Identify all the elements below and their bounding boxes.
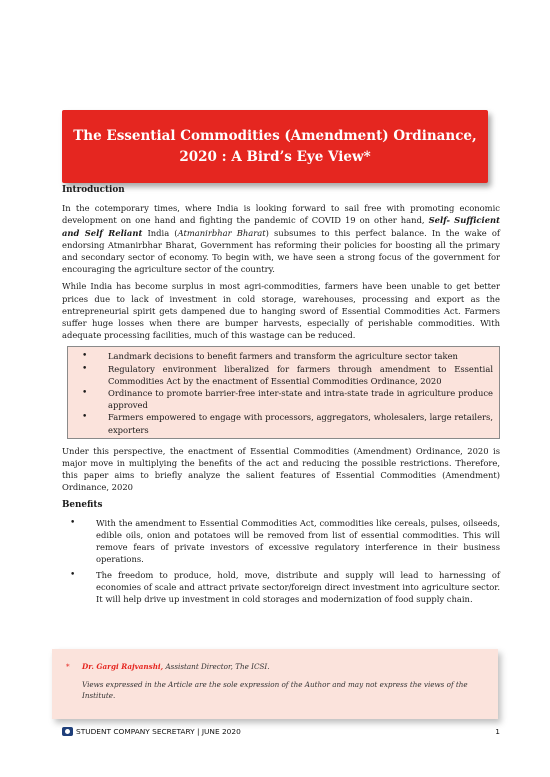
benefits-heading: Benefits xyxy=(62,499,103,510)
footnote-marker: * xyxy=(66,662,70,671)
author-footnote xyxy=(52,649,498,719)
page-number: 1 xyxy=(495,727,500,736)
publication-name: STUDENT COMPANY SECRETARY | JUNE 2020 xyxy=(76,727,241,736)
benefit-item: • With the amendment to Essential Commodities Act, commodities like cereals, pulses, oilseeds, edible oils, onion and potatoes will be removed from list of essential commodities. This will remove fears of private investors of excessive regulatory interference in their business operations. xyxy=(62,517,500,566)
article-body xyxy=(62,184,500,608)
introduction-heading: Introduction xyxy=(62,185,125,195)
highlight-item: • Regulatory environment liberalized for farmers through amendment to Essential Commodities Act by the enactment of Essential Commodities Ordinance, 2020 xyxy=(74,363,493,387)
title-banner xyxy=(62,110,488,183)
intro-p1-text-2: India ( xyxy=(142,227,178,238)
highlights-list xyxy=(74,350,493,435)
benefit-item: • The freedom to produce, hold, move, distribute and supply will lead to harnessing of economies of scale and attract private sector/foreign direct investment into agriculture sector. It will help drive up investment in cold storages and modernization of food supply chain. xyxy=(62,569,500,606)
title-line-1: The Essential Commodities (Amendment) Ordinance, xyxy=(73,127,477,144)
perspective-paragraph: Under this perspective, the enactment of Essential Commodities (Amendment) Ordinance, 2020 is major move in multiplying the benefits of the act and reducing the possible restrictions. Therefore, this paper aims to briefly analyze the salient features of Essential Commodities (Amendment) Ordinance, 2020 xyxy=(62,445,500,493)
intro-paragraph-1 xyxy=(62,202,500,275)
intro-p1-text-1: In the cotemporary times, where India is looking forward to sail free with promoting economic development on one hand and fighting the pandemic of COVID 19 on other hand, xyxy=(62,203,500,226)
title-line-2: 2020 : A Bird’s Eye View* xyxy=(179,148,371,165)
footnote-author-line xyxy=(82,662,482,673)
highlights-box xyxy=(67,346,500,438)
footnote-disclaimer: Views expressed in the Article are the sole expression of the Author and may not express the views of the Institute. xyxy=(82,680,468,700)
author-name: Dr. Gargi Rajvanshi, xyxy=(82,662,164,671)
intro-p1-text-3: ) subsumes to this perfect balance. In the wake of endorsing Atmanirbhar Bharat, Government has reforming their policies for boosting all the primary and secondary sector of economy. To begin with, we have seen a strong focus of the government for encouraging the agriculture sector of the country. xyxy=(62,227,500,275)
highlight-item: • Ordinance to promote barrier-free inter-state and intra-state trade in agriculture produce approved xyxy=(74,387,493,411)
intro-p1-italic: Atmanirbhar Bharat xyxy=(177,227,266,238)
highlight-item: • Landmark decisions to benefit farmers and transform the agriculture sector taken xyxy=(74,350,493,362)
benefits-list xyxy=(62,517,500,605)
intro-p1-emphasis: Self- Sufficient and Self Reliant xyxy=(62,215,500,238)
icsi-logo-icon xyxy=(62,727,73,736)
page-footer xyxy=(62,727,500,739)
author-designation: Assistant Director, The ICSI. xyxy=(163,662,270,671)
intro-paragraph-2: While India has become surplus in most agri-commodities, farmers have been unable to get better prices due to lack of investment in cold storage, warehouses, processing and export as the entrepreneurial spirit gets dampened due to hanging sword of Essential Commodities Act. Farmers suffer huge losses when there are bumper harvests, especially of perishable commodities. With adequate processing facilities, much of this wastage can be reduced. xyxy=(62,281,500,341)
highlight-item: • Farmers empowered to engage with processors, aggregators, wholesalers, large retailers, exporters xyxy=(74,411,493,435)
